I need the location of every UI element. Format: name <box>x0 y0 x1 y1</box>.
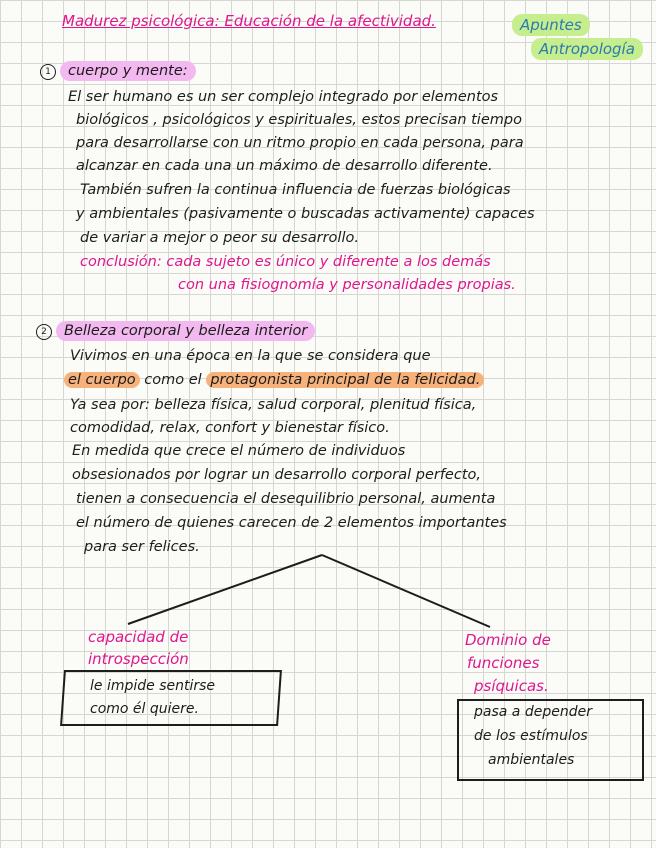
highlight-protagonista: protagonista principal de la felicidad. <box>206 372 484 388</box>
section-2-line: En medida que crece el número de individuos <box>72 443 406 459</box>
section-2-heading: Belleza corporal y belleza interior <box>56 321 315 341</box>
branch-line-right <box>322 555 490 627</box>
left-box-text: le impide sentirse <box>90 678 216 694</box>
section-1-conclusion: conclusión: cada sujeto es único y diferente a los demás <box>80 254 491 270</box>
section-2-line: Ya sea por: belleza física, salud corporal, plenitud física, <box>70 397 477 413</box>
right-branch-label-cont: psíquicas. <box>474 677 549 695</box>
highlight-el-cuerpo: el cuerpo <box>64 372 140 388</box>
section-2-line: Vivimos en una época en la que se considera que <box>70 348 431 364</box>
highlight-connector: como el <box>144 372 202 388</box>
right-box-text: pasa a depender <box>474 704 592 720</box>
section-1-line: alcanzar en cada una un máximo de desarrollo diferente. <box>76 158 493 174</box>
section-1-line: y ambientales (pasivamente o buscadas activamente) capaces <box>76 206 535 222</box>
section-1-line: para desarrollarse con un ritmo propio en cada persona, para <box>76 135 524 151</box>
right-box-text: ambientales <box>488 752 575 768</box>
section-1-line: También sufren la continua influencia de fuerzas biológicas <box>80 182 511 198</box>
section-1-line: de variar a mejor o peor su desarrollo. <box>80 230 359 246</box>
section-1-line: biológicos , psicológicos y espirituales, estos precisan tiempo <box>76 112 522 128</box>
section-1-line: El ser humano es un ser complejo integrado por elementos <box>68 89 499 105</box>
section-1-conclusion-cont: con una fisiognomía y personalidades propias. <box>178 277 516 293</box>
right-branch-label-cont: funciones <box>467 654 540 672</box>
branch-line-left <box>128 555 322 624</box>
section-2-line: el número de quienes carecen de 2 elementos importantes <box>76 515 507 531</box>
right-branch-label: Dominio de <box>465 631 551 649</box>
section-1-heading: cuerpo y mente: <box>60 61 196 81</box>
page-title: Madurez psicológica: Educación de la afectividad. <box>62 12 436 30</box>
subject-tag-apuntes: Apuntes <box>512 14 590 36</box>
subject-tag-antropologia: Antropología <box>531 38 643 60</box>
section-2-line: obsesionados por lograr un desarrollo corporal perfecto, <box>72 467 481 483</box>
left-box-text: como él quiere. <box>90 701 199 717</box>
section-1-number: 1 <box>40 64 56 80</box>
section-2-line: comodidad, relax, confort y bienestar físico. <box>70 420 390 436</box>
right-box-text: de los estímulos <box>474 728 588 744</box>
left-branch-label: capacidad de <box>88 628 189 646</box>
section-2-number: 2 <box>36 324 52 340</box>
section-2-line: tienen a consecuencia el desequilibrio personal, aumenta <box>76 491 496 507</box>
left-branch-label-cont: introspección <box>88 650 189 668</box>
section-2-line: para ser felices. <box>84 539 200 555</box>
